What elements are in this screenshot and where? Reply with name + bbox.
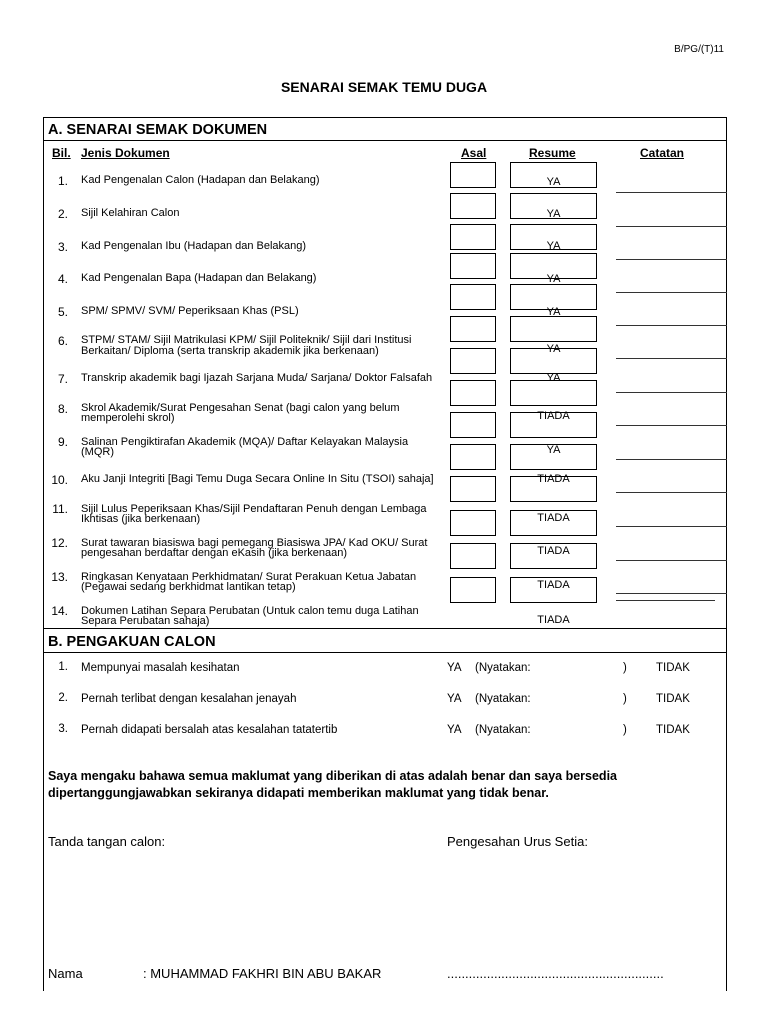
document-name: Sijil Lulus Peperiksaan Khas/Sijil Pendaftaran Penuh dengan Lembaga (81, 503, 427, 515)
item-number: 8. (57, 402, 68, 416)
header-jenis-dokumen: Jenis Dokumen (81, 146, 170, 160)
candidate-signature-label: Tanda tangan calon: (48, 834, 166, 849)
header-bil: Bil. (52, 146, 71, 160)
catatan-line[interactable] (616, 459, 727, 460)
nyatakan-close: ) (623, 724, 627, 736)
asal-checkbox[interactable] (450, 444, 496, 470)
secretariat-confirmation-label: Pengesahan Urus Setia: (447, 834, 588, 849)
item-number: 7. (57, 372, 68, 386)
asal-checkbox[interactable] (450, 162, 496, 188)
item-number: 2. (58, 692, 68, 704)
page-title: SENARAI SEMAK TEMU DUGA (280, 79, 488, 95)
document-name: Transkrip akademik bagi Ijazah Sarjana Muda/ Sarjana/ Doktor Falsafah (81, 372, 433, 384)
document-name: STPM/ STAM/ Sijil Matrikulasi KPM/ Sijil Politeknik/ Sijil dari Institusi (81, 334, 412, 346)
catatan-line[interactable] (616, 292, 727, 293)
section-b-title: B. PENGAKUAN CALON (48, 634, 216, 650)
asal-checkbox[interactable] (450, 316, 496, 342)
item-number: 14. (51, 604, 68, 618)
document-name: Kad Pengenalan Ibu (Hadapan dan Belakang) (81, 240, 307, 252)
resume-value: YA (546, 444, 561, 456)
ya-option[interactable]: YA (447, 724, 462, 736)
asal-checkbox[interactable] (450, 224, 496, 250)
asal-checkbox[interactable] (450, 193, 496, 219)
document-name-continued: memperolehi skrol) (81, 412, 175, 424)
catatan-line[interactable] (616, 192, 727, 193)
document-name-continued: Berkaitan/ Diploma (serta transkrip akademik jika berkenaan) (81, 345, 379, 357)
asal-checkbox[interactable] (450, 253, 496, 279)
catatan-line[interactable] (616, 425, 727, 426)
nyatakan-field[interactable]: (Nyatakan: (475, 724, 531, 736)
resume-value: YA (546, 273, 561, 285)
document-name: SPM/ SPMV/ SVM/ Peperiksaan Khas (PSL) (81, 305, 299, 317)
document-name: Dokumen Latihan Separa Perubatan (Untuk calon temu duga Latihan (81, 605, 419, 617)
item-number: 1. (57, 174, 68, 188)
header-asal: Asal (461, 146, 487, 160)
resume-box[interactable] (510, 316, 597, 342)
catatan-line[interactable] (616, 492, 727, 493)
tidak-option[interactable]: TIDAK (656, 724, 690, 736)
item-number: 13. (51, 570, 68, 584)
nyatakan-close: ) (623, 693, 627, 705)
document-name-continued: Separa Perubatan sahaja) (81, 615, 210, 627)
document-name: Sijil Kelahiran Calon (81, 207, 180, 219)
document-name: Aku Janji Integriti [Bagi Temu Duga Secara Online In Situ (TSOI) sahaja] (81, 473, 434, 485)
catatan-line[interactable] (616, 392, 727, 393)
resume-value: YA (546, 343, 561, 355)
item-number: 9. (57, 435, 68, 449)
resume-value: YA (546, 240, 561, 252)
catatan-line[interactable] (616, 358, 727, 359)
catatan-line[interactable] (616, 226, 727, 227)
document-name-continued: (Pegawai sedang berkhidmat lantikan tetap) (81, 581, 296, 593)
item-number: 10. (51, 473, 68, 487)
item-number: 3. (57, 240, 68, 254)
item-number: 2. (57, 207, 68, 221)
document-name-continued: (MQR) (81, 446, 114, 458)
ya-option[interactable]: YA (447, 662, 462, 674)
declaration-question: Pernah didapati bersalah atas kesalahan tatatertib (81, 724, 338, 736)
header-resume: Resume (529, 146, 576, 160)
resume-value: TIADA (537, 614, 570, 626)
catatan-line[interactable] (616, 593, 727, 594)
declaration-statement: Saya mengaku bahawa semua maklumat yang diberikan di atas adalah benar dan saya bersedia dipertanggungjawabkan sekiranya didapati memberikan maklumat yang tidak benar. (48, 769, 617, 800)
nyatakan-field[interactable]: (Nyatakan: (475, 662, 531, 674)
resume-value: YA (546, 208, 561, 220)
item-number: 1. (58, 661, 68, 673)
asal-checkbox[interactable] (450, 577, 496, 603)
asal-checkbox[interactable] (450, 476, 496, 502)
declaration-question: Mempunyai masalah kesihatan (81, 662, 240, 674)
header-catatan: Catatan (640, 146, 685, 160)
section-b-top-divider (43, 628, 726, 629)
secretariat-signature-line[interactable]: ............................................................ (447, 966, 664, 981)
document-name: Skrol Akademik/Surat Pengesahan Senat (bagi calon yang belum (81, 402, 400, 414)
resume-value: YA (546, 372, 561, 384)
tidak-option[interactable]: TIDAK (656, 662, 690, 674)
ya-option[interactable]: YA (447, 693, 462, 705)
catatan-line[interactable] (616, 526, 727, 527)
resume-value: TIADA (537, 410, 570, 422)
asal-checkbox[interactable] (450, 348, 496, 374)
asal-checkbox[interactable] (450, 284, 496, 310)
item-number: 6. (57, 334, 68, 348)
declaration-question: Pernah terlibat dengan kesalahan jenayah (81, 693, 297, 705)
item-number: 5. (57, 305, 68, 319)
document-name: Kad Pengenalan Calon (Hadapan dan Belakang) (81, 174, 320, 186)
document-name: Ringkasan Kenyataan Perkhidmatan/ Surat Perakuan Ketua Jabatan (81, 571, 417, 583)
catatan-line[interactable] (616, 560, 727, 561)
resume-value: TIADA (537, 545, 570, 557)
resume-value: TIADA (537, 473, 570, 485)
resume-value: YA (546, 306, 561, 318)
asal-checkbox[interactable] (450, 510, 496, 536)
name-label: Nama (48, 966, 83, 981)
document-name-continued: Ikhtisas (jika berkenaan) (81, 513, 201, 525)
nyatakan-field[interactable]: (Nyatakan: (475, 693, 531, 705)
catatan-line[interactable] (616, 325, 727, 326)
document-name: Kad Pengenalan Bapa (Hadapan dan Belakang) (81, 272, 317, 284)
asal-checkbox[interactable] (450, 543, 496, 569)
asal-checkbox[interactable] (450, 412, 496, 438)
tidak-option[interactable]: TIDAK (656, 693, 690, 705)
candidate-name: : MUHAMMAD FAKHRI BIN ABU BAKAR (143, 966, 382, 981)
resume-value: YA (546, 176, 561, 188)
document-name-continued: pengesahan berdaftar dengan eKasih (jika berkenaan) (81, 547, 348, 559)
item-number: 11. (52, 502, 68, 516)
form-reference-code: B/PG/(T)11 (674, 44, 724, 55)
section-b-divider (43, 652, 726, 653)
catatan-line[interactable] (616, 600, 715, 601)
document-name: Salinan Pengiktirafan Akademik (MQA)/ Daftar Kelayakan Malaysia (81, 436, 409, 448)
item-number: 3. (58, 723, 68, 735)
section-a-title: A. SENARAI SEMAK DOKUMEN (48, 122, 268, 138)
item-number: 4. (57, 272, 68, 286)
document-name: Surat tawaran biasiswa bagi pemegang Biasiswa JPA/ Kad OKU/ Surat (81, 537, 428, 549)
catatan-line[interactable] (616, 259, 727, 260)
resume-value: TIADA (537, 579, 570, 591)
asal-checkbox[interactable] (450, 380, 496, 406)
item-number: 12. (51, 536, 68, 550)
nyatakan-close: ) (623, 662, 627, 674)
resume-value: TIADA (537, 512, 570, 524)
section-a-divider (43, 140, 726, 141)
